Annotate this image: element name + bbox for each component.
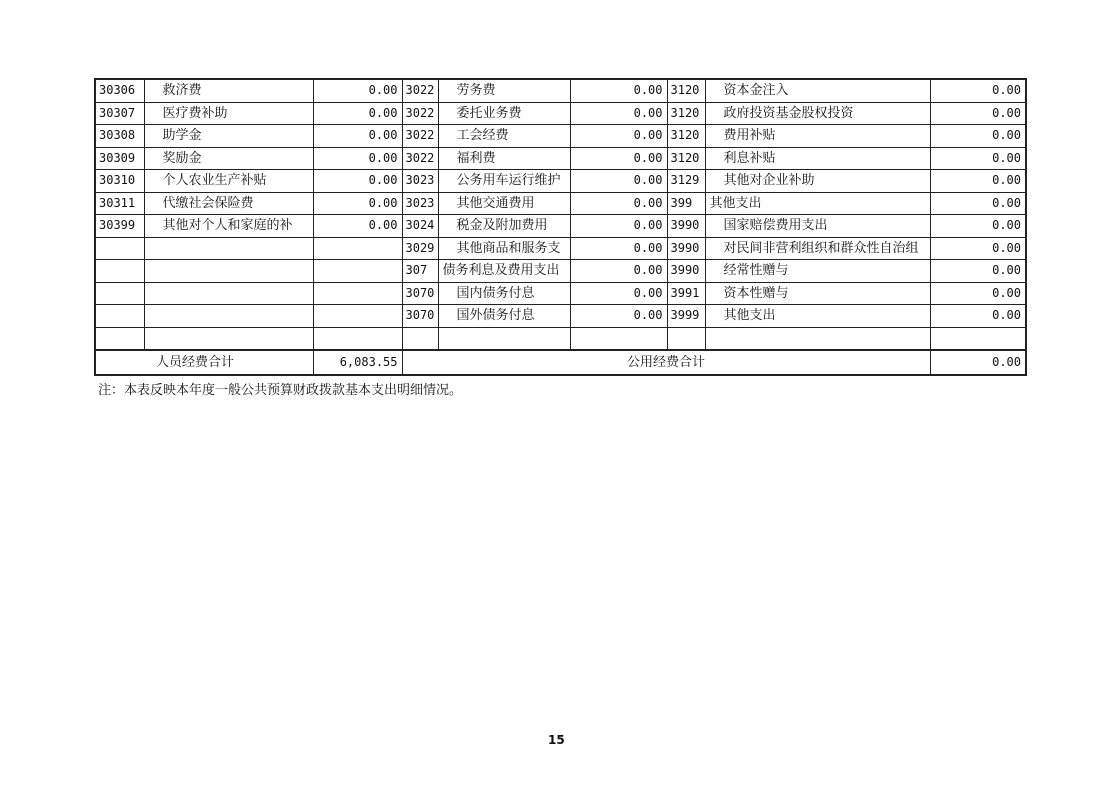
amount-cell: 0.00 <box>930 125 1026 148</box>
code-cell: 3022 <box>402 79 438 102</box>
amount-cell: 0.00 <box>570 102 667 125</box>
amount-cell <box>313 237 402 260</box>
code-cell: 3129 <box>667 170 705 193</box>
code-cell <box>95 260 144 283</box>
amount-cell: 0.00 <box>930 79 1026 102</box>
name-cell: 医疗费补助 <box>144 102 313 125</box>
name-cell: 其他商品和服务支 <box>438 237 570 260</box>
name-cell: 福利费 <box>438 147 570 170</box>
name-cell: 政府投资基金股权投资 <box>705 102 930 125</box>
code-cell: 3023 <box>402 192 438 215</box>
amount-cell: 0.00 <box>570 79 667 102</box>
code-cell: 30311 <box>95 192 144 215</box>
amount-cell: 0.00 <box>930 260 1026 283</box>
name-cell: 其他对企业补助 <box>705 170 930 193</box>
name-cell: 奖励金 <box>144 147 313 170</box>
name-cell <box>144 305 313 328</box>
name-cell: 个人农业生产补贴 <box>144 170 313 193</box>
code-cell: 399 <box>667 192 705 215</box>
code-cell: 3022 <box>402 147 438 170</box>
name-cell: 资本金注入 <box>705 79 930 102</box>
table-row <box>95 79 1026 102</box>
table-row <box>95 237 1026 260</box>
name-cell: 代缴社会保险费 <box>144 192 313 215</box>
name-cell: 国内债务付息 <box>438 282 570 305</box>
code-cell: 3999 <box>667 305 705 328</box>
name-cell: 债务利息及费用支出 <box>438 260 570 283</box>
amount-cell: 0.00 <box>930 102 1026 125</box>
name-cell: 其他支出 <box>705 305 930 328</box>
table-row <box>95 102 1026 125</box>
amount-cell: 0.00 <box>570 125 667 148</box>
public-total-label: 公用经费合计 <box>402 350 930 375</box>
code-cell: 30308 <box>95 125 144 148</box>
amount-cell: 0.00 <box>930 237 1026 260</box>
amount-cell <box>930 327 1026 350</box>
name-cell: 费用补贴 <box>705 125 930 148</box>
code-cell <box>95 237 144 260</box>
code-cell: 30399 <box>95 215 144 238</box>
code-cell: 3120 <box>667 125 705 148</box>
amount-cell: 0.00 <box>570 237 667 260</box>
code-cell: 3022 <box>402 102 438 125</box>
code-cell: 3991 <box>667 282 705 305</box>
name-cell <box>144 237 313 260</box>
table-row <box>95 147 1026 170</box>
code-cell: 3990 <box>667 260 705 283</box>
amount-cell: 0.00 <box>930 170 1026 193</box>
name-cell <box>144 282 313 305</box>
amount-cell: 0.00 <box>313 125 402 148</box>
personnel-total-value: 6,083.55 <box>313 350 402 375</box>
code-cell: 3120 <box>667 79 705 102</box>
name-cell: 税金及附加费用 <box>438 215 570 238</box>
amount-cell <box>313 305 402 328</box>
table-body <box>95 79 1026 350</box>
code-cell <box>95 305 144 328</box>
name-cell: 对民间非营利组织和群众性自治组 <box>705 237 930 260</box>
name-cell: 工会经费 <box>438 125 570 148</box>
page-number: 15 <box>548 733 565 747</box>
amount-cell: 0.00 <box>570 215 667 238</box>
code-cell: 3990 <box>667 215 705 238</box>
table-row <box>95 327 1026 350</box>
amount-cell: 0.00 <box>930 192 1026 215</box>
code-cell: 30310 <box>95 170 144 193</box>
name-cell <box>144 260 313 283</box>
personnel-total-label: 人员经费合计 <box>95 350 313 375</box>
expenditure-detail-table <box>94 78 1027 376</box>
amount-cell: 0.00 <box>570 192 667 215</box>
name-cell: 其他对个人和家庭的补 <box>144 215 313 238</box>
name-cell: 其他支出 <box>705 192 930 215</box>
table-row <box>95 170 1026 193</box>
amount-cell: 0.00 <box>930 215 1026 238</box>
table-row <box>95 192 1026 215</box>
amount-cell: 0.00 <box>313 170 402 193</box>
amount-cell: 0.00 <box>313 79 402 102</box>
code-cell: 30306 <box>95 79 144 102</box>
amount-cell: 0.00 <box>570 305 667 328</box>
name-cell: 利息补贴 <box>705 147 930 170</box>
name-cell <box>144 327 313 350</box>
code-cell: 3029 <box>402 237 438 260</box>
code-cell: 3024 <box>402 215 438 238</box>
amount-cell <box>313 327 402 350</box>
amount-cell: 0.00 <box>313 102 402 125</box>
name-cell: 劳务费 <box>438 79 570 102</box>
code-cell: 3120 <box>667 102 705 125</box>
table-row <box>95 305 1026 328</box>
name-cell: 其他交通费用 <box>438 192 570 215</box>
name-cell: 资本性赠与 <box>705 282 930 305</box>
code-cell: 3070 <box>402 282 438 305</box>
name-cell: 救济费 <box>144 79 313 102</box>
table-row <box>95 260 1026 283</box>
code-cell: 307 <box>402 260 438 283</box>
amount-cell: 0.00 <box>570 147 667 170</box>
code-cell <box>95 282 144 305</box>
code-cell: 3023 <box>402 170 438 193</box>
amount-cell: 0.00 <box>313 147 402 170</box>
amount-cell: 0.00 <box>570 260 667 283</box>
table-row <box>95 282 1026 305</box>
name-cell: 国家赔偿费用支出 <box>705 215 930 238</box>
amount-cell: 0.00 <box>930 282 1026 305</box>
name-cell <box>705 327 930 350</box>
amount-cell <box>313 282 402 305</box>
name-cell <box>438 327 570 350</box>
code-cell: 3120 <box>667 147 705 170</box>
code-cell: 3022 <box>402 125 438 148</box>
name-cell: 助学金 <box>144 125 313 148</box>
code-cell <box>402 327 438 350</box>
amount-cell: 0.00 <box>313 215 402 238</box>
table-row <box>95 215 1026 238</box>
name-cell: 经常性赠与 <box>705 260 930 283</box>
code-cell: 3070 <box>402 305 438 328</box>
amount-cell: 0.00 <box>313 192 402 215</box>
table-footnote: 注：本表反映本年度一般公共预算财政拨款基本支出明细情况。 <box>98 383 463 398</box>
code-cell <box>95 327 144 350</box>
amount-cell <box>570 327 667 350</box>
code-cell: 30307 <box>95 102 144 125</box>
name-cell: 委托业务费 <box>438 102 570 125</box>
name-cell: 国外债务付息 <box>438 305 570 328</box>
amount-cell: 0.00 <box>930 147 1026 170</box>
amount-cell: 0.00 <box>570 282 667 305</box>
code-cell <box>667 327 705 350</box>
amount-cell <box>313 260 402 283</box>
code-cell: 30309 <box>95 147 144 170</box>
amount-cell: 0.00 <box>930 305 1026 328</box>
table-row <box>95 125 1026 148</box>
name-cell: 公务用车运行维护 <box>438 170 570 193</box>
totals-row <box>95 350 1026 375</box>
public-total-value: 0.00 <box>930 350 1026 375</box>
amount-cell: 0.00 <box>570 170 667 193</box>
code-cell: 3990 <box>667 237 705 260</box>
